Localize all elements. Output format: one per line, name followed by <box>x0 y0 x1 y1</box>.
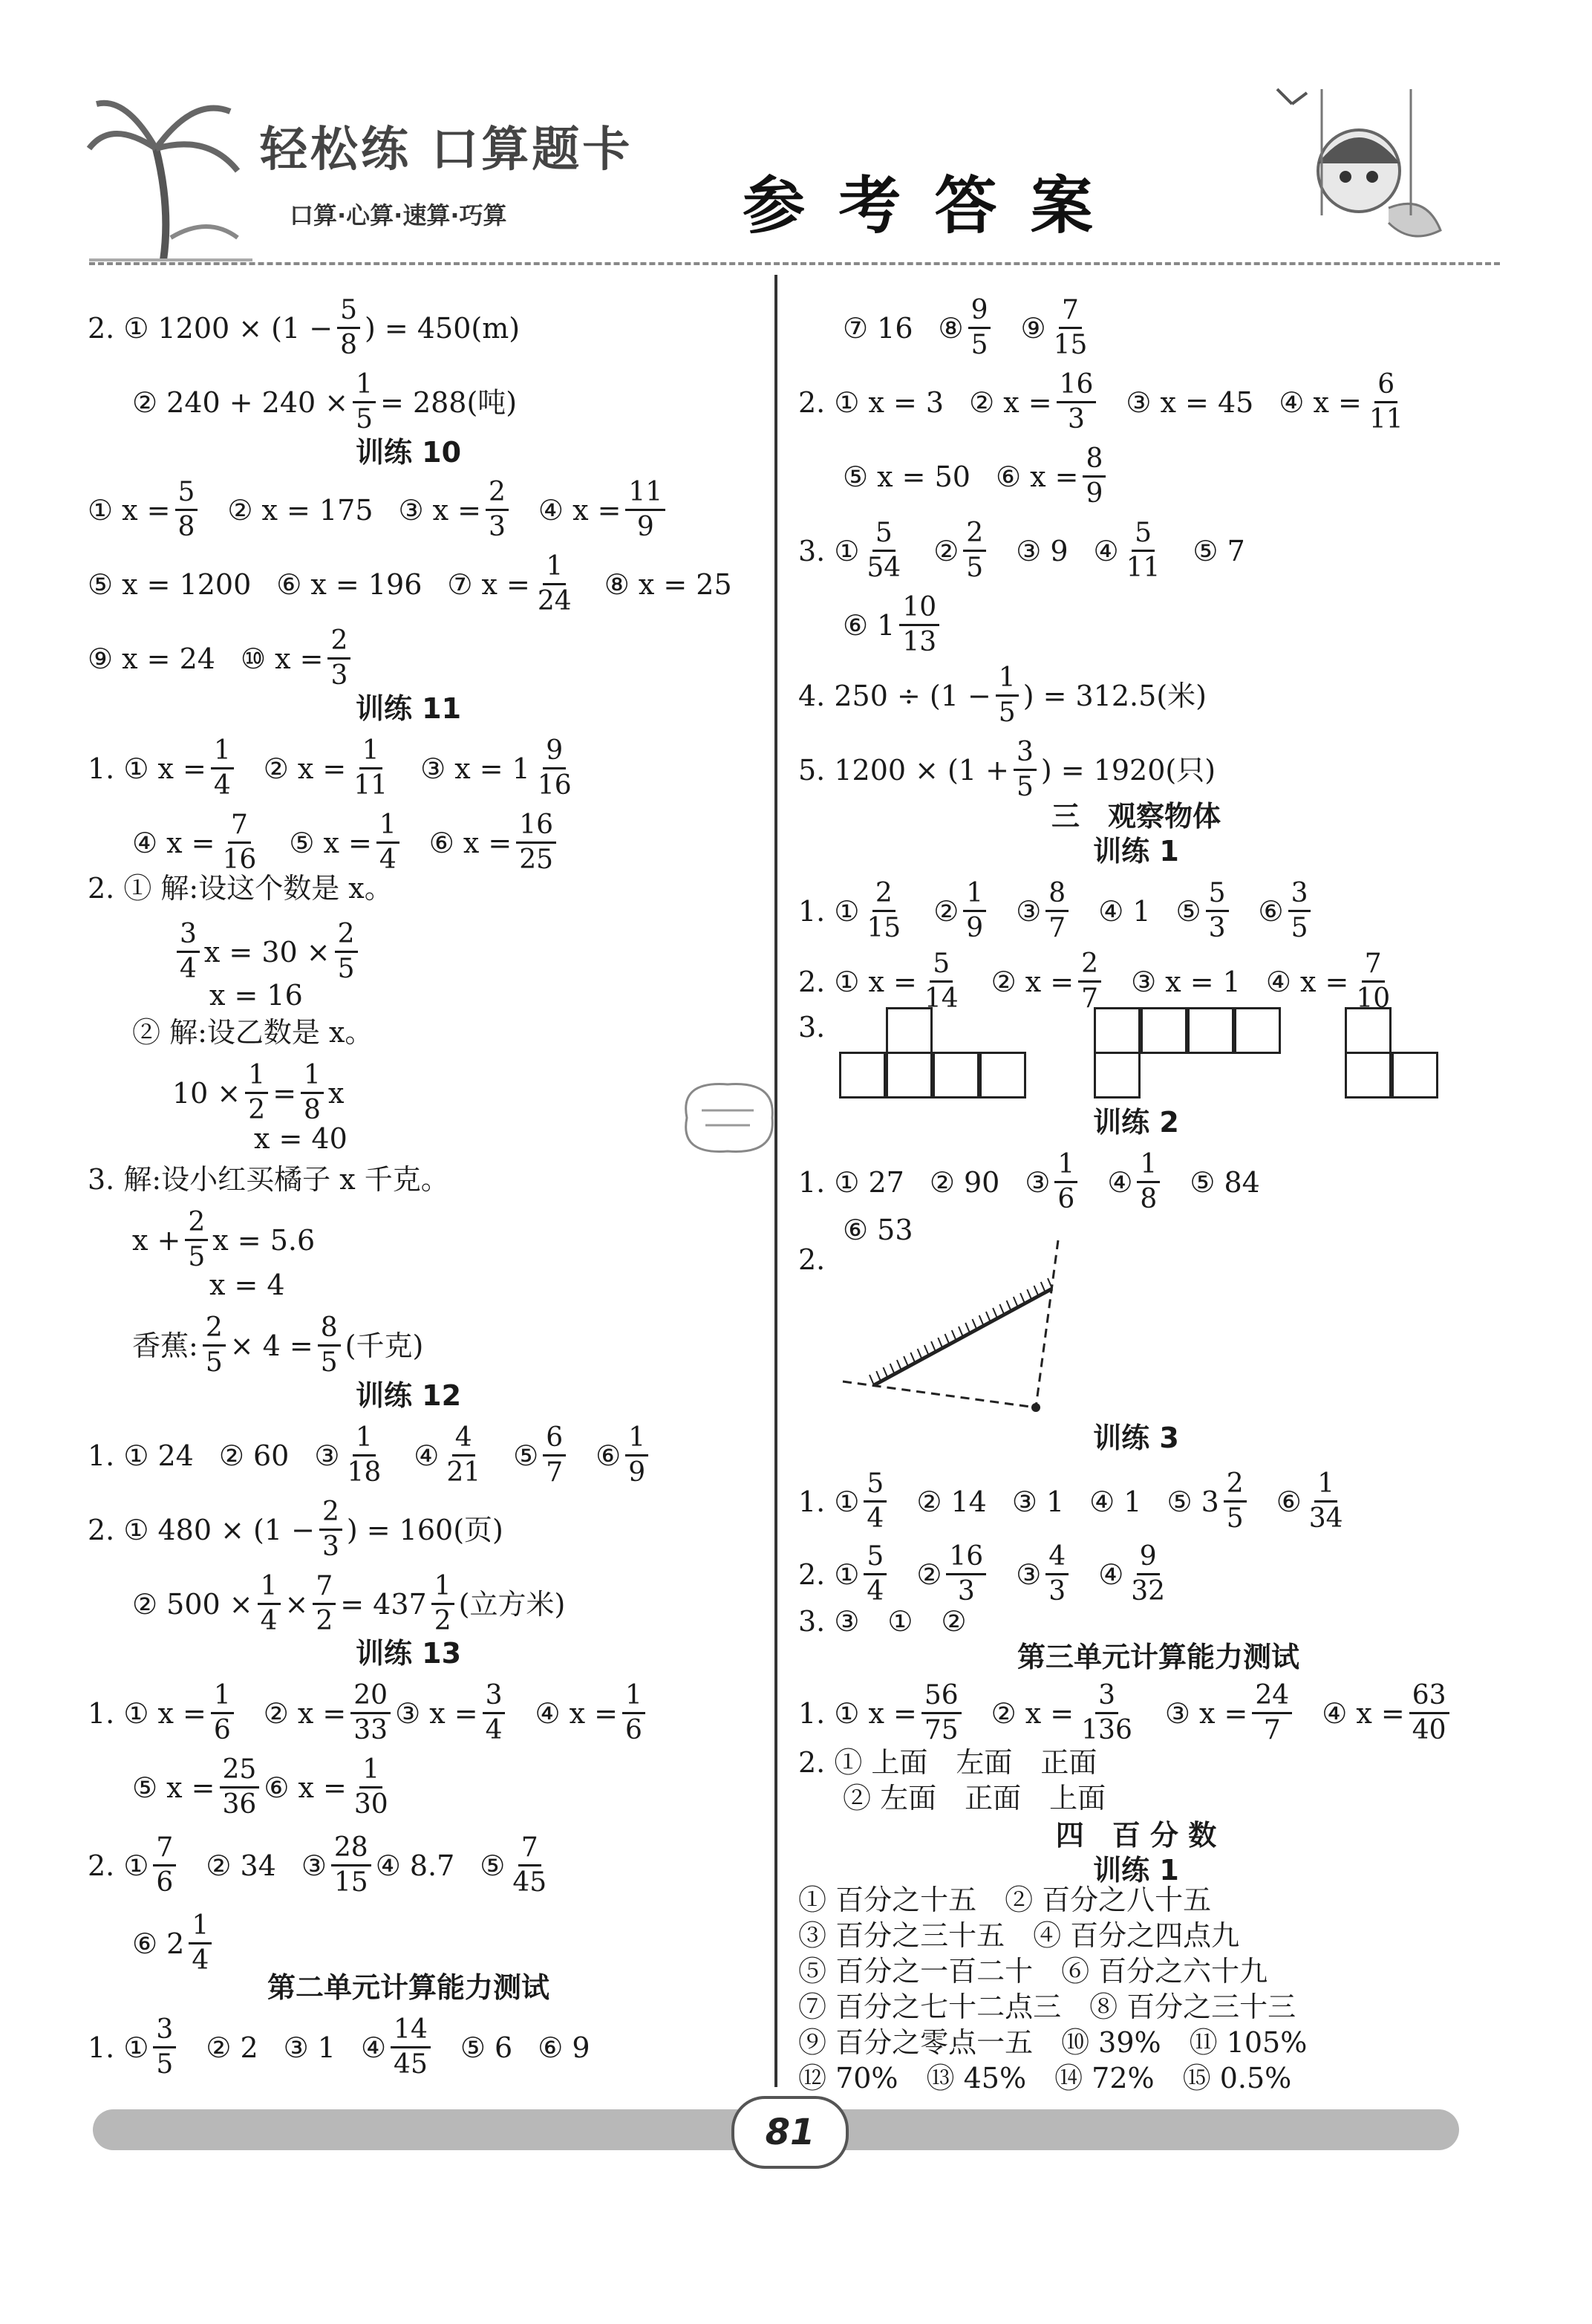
hatch-mark <box>945 1334 950 1344</box>
hatch-mark <box>924 1345 929 1355</box>
answer-line: ⑥ 2 $\frac{1}{4}$ <box>132 1913 216 1974</box>
answer-line: 10 × $\frac{1}{2}$ = $\frac{1}{8}$ x <box>172 1060 345 1125</box>
hatch-mark <box>910 1353 915 1363</box>
hatch-mark <box>972 1319 976 1329</box>
answer-line: 2. ① x = $\frac{5}{14}$ ② x = $\frac{2}{7}$ ③ x = 1 ④ x = $\frac{7}{10}$ <box>798 948 1391 1014</box>
hatch-mark <box>1027 1289 1031 1300</box>
section-heading: 训练 11 <box>355 692 462 725</box>
hatch-mark <box>952 1330 956 1341</box>
answer-line: 2. ① 上面 左面 正面 <box>798 1746 1097 1779</box>
answer-line: 香蕉: $\frac{2}{5}$ × 4 = $\frac{8}{5}$ (千克) <box>132 1312 424 1378</box>
answer-line: 2. ① $\frac{7}{6}$ ② 34 ③ $\frac{28}{15}$ ④ 8.7 ⑤ $\frac{7}{45}$ <box>88 1832 547 1898</box>
answer-line: ⑤ x = $\frac{25}{36}$ ⑥ x = $\frac{1}{30}$ <box>132 1754 388 1820</box>
answer-line: x = 16 <box>209 979 303 1012</box>
section-heading: 三 观察物体 <box>1051 800 1221 833</box>
answer-line: 3. 解:设小红买橘子 x 千克。 <box>88 1163 449 1196</box>
answer-line: 1. ① 27 ② 90 ③ $\frac{1}{6}$ ④ $\frac{1}{8}$ ⑤ 84 <box>798 1149 1260 1214</box>
section-heading: 训练 1 <box>1093 835 1179 868</box>
answer-line: 3. <box>798 1011 826 1044</box>
hatch-mark <box>897 1360 901 1370</box>
hatch-mark <box>904 1356 908 1367</box>
hatch-mark <box>1034 1286 1039 1296</box>
answer-line: ④ x = $\frac{7}{16}$ ⑤ x = $\frac{1}{4}$ ⑥ x = $\frac{16}{25}$ <box>132 812 561 873</box>
page-number: 81 <box>731 2096 849 2169</box>
hatch-mark <box>1007 1301 1011 1311</box>
answer-line: ⑥ 53 <box>843 1214 913 1246</box>
answer-line: ② 500 × $\frac{1}{4}$ × $\frac{7}{2}$ = 437 $\frac{1}{2}$ (立方米) <box>132 1571 566 1636</box>
answer-line: ① x = $\frac{5}{8}$ ② x = 175 ③ x = $\frac{2}{3}$ ④ x = $\frac{11}{9}$ <box>88 479 670 541</box>
answer-line: 1. ① x = $\frac{56}{75}$ ② x = $\frac{3}{136}$ ③ x = $\frac{24}{7}$ ④ x = $\frac{63}{40}$ <box>798 1682 1454 1744</box>
answer-line: ⑤ x = 50 ⑥ x = $\frac{8}{9}$ <box>843 446 1110 507</box>
answer-line: 2. ① x = 3 ② x = $\frac{16}{3}$ ③ x = 45 ④ x = $\frac{6}{11}$ <box>798 369 1403 434</box>
hatch-mark <box>999 1304 1004 1315</box>
hatch-mark <box>890 1364 895 1374</box>
section-heading: 训练 1 <box>1093 1854 1179 1887</box>
answer-line: 2. ① 480 × (1 − $\frac{2}{3}$ ) = 160(页) <box>88 1497 503 1562</box>
answer-line: ⑦ 16 ⑧ $\frac{9}{5}$ ⑨ $\frac{7}{15}$ <box>843 295 1088 360</box>
answer-line: 2. <box>798 1243 826 1276</box>
answer-line: 2. ① 解:设这个数是 x。 <box>88 872 393 905</box>
answer-line: ⑥ 1 $\frac{10}{13}$ <box>843 594 944 656</box>
brand-subtitle: 口算·心算·速算·巧算 <box>290 201 507 230</box>
stamp-icon <box>672 1073 783 1162</box>
hatch-mark <box>986 1312 991 1322</box>
page-title: 参 考 答 案 <box>743 169 1099 242</box>
answer-line: 2. ① 1200 × (1 − $\frac{5}{8}$ ) = 450(m) <box>88 295 521 360</box>
hatch-mark <box>918 1349 922 1359</box>
answer-line: 1. ① $\frac{2}{15}$ ② $\frac{1}{9}$ ③ $\frac{8}{7}$ ④ 1 ⑤ $\frac{5}{3}$ ⑥ $\frac{3}{5}$ <box>798 880 1315 942</box>
fairy-girl-icon <box>1255 82 1448 253</box>
answer-line: x = 4 <box>209 1269 285 1301</box>
hatch-mark <box>876 1371 881 1381</box>
brand-title: 轻松练 口算题卡 <box>260 123 633 178</box>
answer-line: ⑤ x = 1200 ⑥ x = 196 ⑦ x = $\frac{1}{24}$ ⑧ x = 25 <box>88 551 732 616</box>
answer-line: 3. ③ ① ② <box>798 1605 967 1638</box>
hatch-mark <box>883 1367 887 1378</box>
answer-line: 1. ① x = $\frac{1}{6}$ ② x = $\frac{20}{33}$ ③ x = $\frac{3}{4}$ ④ x = $\frac{1}{6}$ <box>88 1682 650 1744</box>
answer-line: 5. 1200 × (1 + $\frac{3}{5}$ ) = 1920(只) <box>798 737 1216 802</box>
section-heading: 训练 2 <box>1093 1106 1179 1139</box>
answer-line: 2. ① $\frac{5}{4}$ ② $\frac{16}{3}$ ③ $\frac{4}{3}$ ④ $\frac{9}{32}$ <box>798 1541 1166 1607</box>
hatch-mark <box>1020 1293 1025 1303</box>
answer-line: 1. ① x = $\frac{1}{4}$ ② x = $\frac{1}{11}$ ③ x = 1 $\frac{9}{16}$ <box>88 735 572 801</box>
header-divider <box>89 262 1500 265</box>
answer-line: ⑨ 百分之零点一五 ⑩ 39% ⑪ 105% <box>798 2026 1308 2059</box>
hatch-mark <box>965 1323 970 1333</box>
hatch-mark <box>1014 1297 1018 1307</box>
answer-line: ② 左面 正面 上面 <box>843 1782 1106 1814</box>
answer-line: x = 40 <box>254 1122 348 1155</box>
answer-line: ① 百分之十五 ② 百分之八十五 <box>798 1884 1212 1916</box>
answer-line: ③ 百分之三十五 ④ 百分之四点九 <box>798 1919 1240 1952</box>
section-heading: 训练 10 <box>355 436 462 469</box>
column-divider <box>774 275 777 2087</box>
answer-line: ⑦ 百分之七十二点三 ⑧ 百分之三十三 <box>798 1991 1296 2023</box>
section-heading: 训练 12 <box>355 1379 462 1412</box>
hatch-mark <box>993 1308 997 1318</box>
hatch-mark <box>979 1315 984 1326</box>
section-heading: 训练 3 <box>1093 1422 1179 1454</box>
answer-line: 4. 250 ÷ (1 − $\frac{1}{5}$ ) = 312.5(米) <box>798 663 1207 728</box>
answer-line: ⑫ 70% ⑬ 45% ⑭ 72% ⑮ 0.5% <box>798 2062 1292 2094</box>
section-heading: 第二单元计算能力测试 <box>267 1971 549 2004</box>
answer-line: ⑤ 百分之一百二十 ⑥ 百分之六十九 <box>798 1955 1268 1988</box>
hatch-mark <box>959 1327 963 1337</box>
answer-line: ② 解:设乙数是 x。 <box>132 1016 373 1049</box>
shadow-diagram <box>835 1237 1088 1422</box>
palm-tree-icon <box>82 82 252 267</box>
answer-line: 3. ① $\frac{5}{54}$ ② $\frac{2}{5}$ ③ 9 ④ $\frac{5}{11}$ ⑤ 7 <box>798 518 1245 583</box>
answer-line: ⑨ x = 24 ⑩ x = $\frac{2}{3}$ <box>88 628 355 689</box>
hatch-mark <box>870 1375 874 1385</box>
answer-line: x + $\frac{2}{5}$ x = 5.6 <box>132 1207 316 1272</box>
answer-line: $\frac{3}{4}$ x = 30 × $\frac{2}{5}$ <box>172 921 362 983</box>
answer-line: 1. ① 24 ② 60 ③ $\frac{1}{18}$ ④ $\frac{4}{21}$ ⑤ $\frac{6}{7}$ ⑥ $\frac{1}{9}$ <box>88 1425 653 1486</box>
section-heading: 训练 13 <box>355 1637 462 1670</box>
hatch-mark <box>938 1338 942 1348</box>
hatch-mark <box>931 1341 936 1352</box>
section-heading: 第三单元计算能力测试 <box>1017 1641 1299 1673</box>
section-heading: 四 百 分 数 <box>1055 1819 1217 1852</box>
hatch-mark <box>1048 1278 1052 1289</box>
answer-line: 1. ① $\frac{5}{4}$ ② 14 ③ 1 ④ 1 ⑤ 3 $\frac{2}{5}$ ⑥ $\frac{1}{34}$ <box>798 1468 1343 1534</box>
answer-line: ② 240 + 240 × $\frac{1}{5}$ = 288(吨) <box>132 369 518 434</box>
hatch-mark <box>1041 1282 1045 1292</box>
answer-line: 1. ① $\frac{3}{5}$ ② 2 ③ 1 ④ $\frac{14}{45}$ ⑤ 6 ⑥ 9 <box>88 2014 590 2080</box>
